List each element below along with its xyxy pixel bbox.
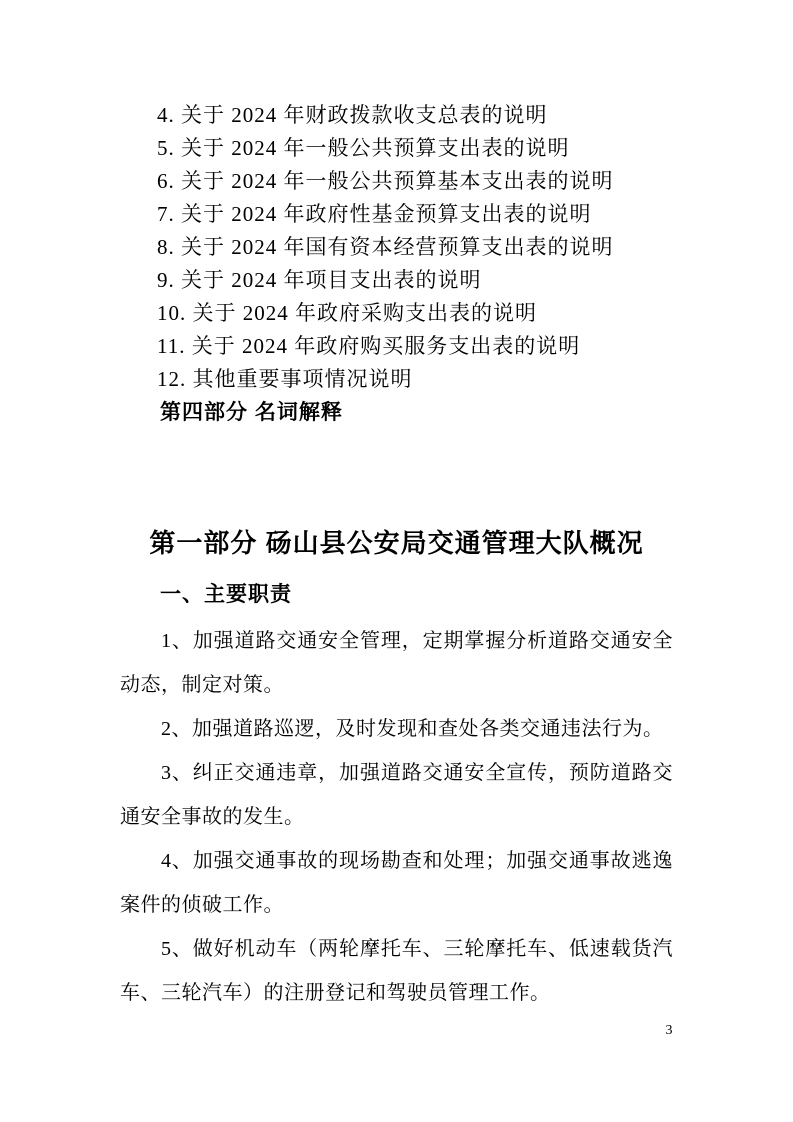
toc-item: 7. 关于 2024 年政府性基金预算支出表的说明 <box>157 202 592 226</box>
toc-item: 8. 关于 2024 年国有资本经营预算支出表的说明 <box>157 235 614 259</box>
toc-item: 12. 其他重要事项情况说明 <box>157 367 413 391</box>
section-subtitle: 一、主要职责 <box>160 583 292 606</box>
paragraph: 2、加强道路巡逻，及时发现和查处各类交通违法行为。 <box>161 718 664 740</box>
paragraph: 1、加强道路交通安全管理，定期掌握分析道路交通安全动态，制定对策。 <box>120 630 673 696</box>
table-of-contents <box>120 99 673 429</box>
section-title: 第一部分 砀山县公安局交通管理大队概况 <box>149 528 644 558</box>
toc-item: 5. 关于 2024 年一般公共预算支出表的说明 <box>157 136 570 160</box>
toc-part-heading: 第四部分 名词解释 <box>160 401 343 424</box>
toc-item: 9. 关于 2024 年项目支出表的说明 <box>157 268 482 292</box>
section-body <box>120 619 673 1015</box>
page-number: 3 <box>665 1023 673 1038</box>
paragraph: 5、做好机动车（两轮摩托车、三轮摩托车、低速载货汽车、三轮汽车）的注册登记和驾驶员管理工作。 <box>120 938 673 1004</box>
toc-item: 11. 关于 2024 年政府购买服务支出表的说明 <box>157 334 581 358</box>
toc-item: 10. 关于 2024 年政府采购支出表的说明 <box>157 301 537 325</box>
paragraph: 4、加强交通事故的现场勘查和处理；加强交通事故逃逸案件的侦破工作。 <box>120 850 673 916</box>
toc-item: 6. 关于 2024 年一般公共预算基本支出表的说明 <box>157 169 614 193</box>
paragraph: 3、纠正交通违章，加强道路交通安全宣传，预防道路交通安全事故的发生。 <box>120 762 673 828</box>
toc-item: 4. 关于 2024 年财政拨款收支总表的说明 <box>157 103 548 127</box>
